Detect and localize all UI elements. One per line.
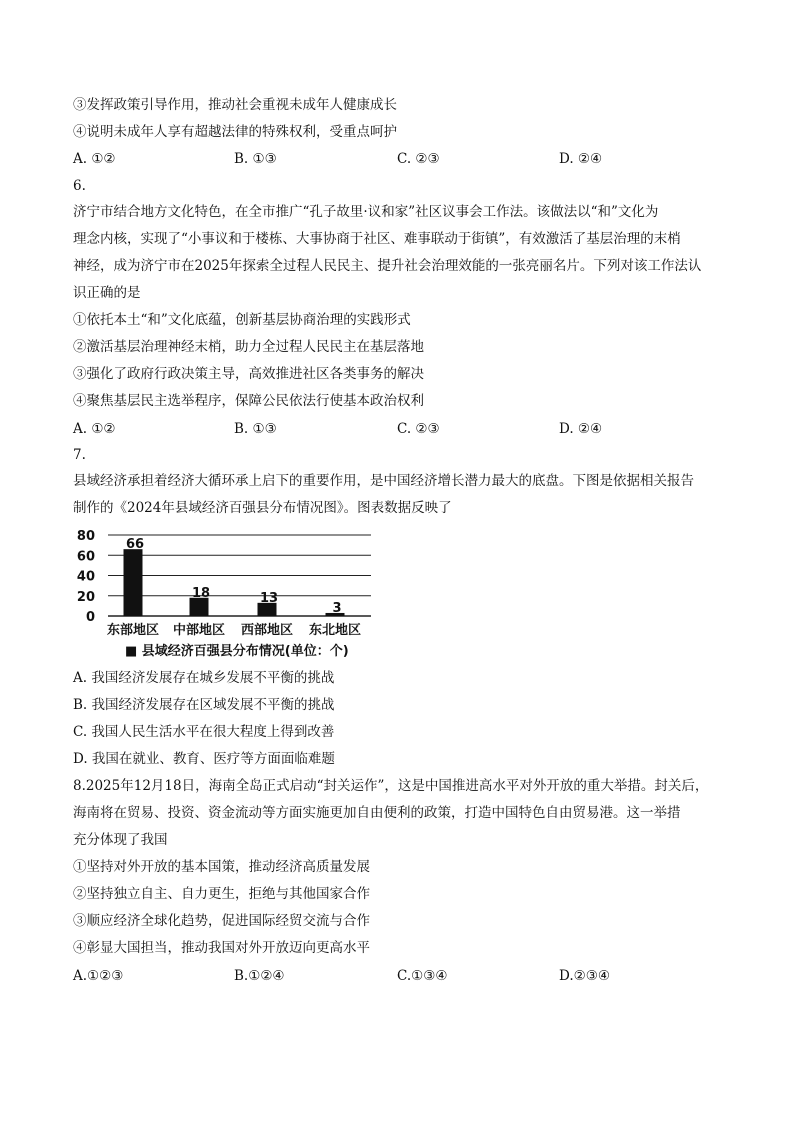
q6-statement-3: ③强化了政府行政决策主导，高效推进社区各类事务的解决 [73,366,424,382]
q5-option-c[interactable]: C. ②③ [397,151,440,167]
chart-legend: ■ 县域经济百强县分布情况(单位：个) [125,644,349,659]
y-tick-label: 80 [76,529,95,544]
q8-statement-1: ①坚持对外开放的基本国策，推动经济高质量发展 [73,859,370,875]
q8-options [73,967,733,985]
q6-options [73,420,733,438]
q5-option-b[interactable]: B. ①③ [234,151,277,167]
q5-statement-3: ③发挥政策引导作用，推动社会重视未成年人健康成长 [73,97,397,113]
q8-option-b[interactable]: B.①②④ [234,968,285,984]
q7-stem-line: 县域经济承担着经济大循环承上启下的重要作用，是中国经济增长潜力最大的底盘。下图是依据相关报告 [73,473,694,489]
y-tick-label: 60 [76,549,95,565]
q5-statement-4: ④说明未成年人享有超越法律的特殊权利，受重点呵护 [73,124,397,140]
q6-stem-line: 识正确的是 [73,285,141,301]
q8-statement-3: ③顺应经济全球化趋势，促进国际经贸交流与合作 [73,913,370,929]
q8-stem-line: 8.2025年12月18日，海南全岛正式启动“封关运作”，这是中国推进高水平对外开放的重大举措。封关后， [73,778,709,794]
q8-option-c[interactable]: C.①③④ [397,968,448,984]
q7-stem-line: 制作的《2024年县域经济百强县分布情况图》。图表数据反映了 [73,500,452,516]
data-label: 3 [332,600,342,616]
q6-option-c[interactable]: C. ②③ [397,421,440,437]
category-label: 东北地区 [308,623,362,638]
q7-option-c[interactable]: C. 我国人民生活水平在很大程度上得到改善 [73,724,335,740]
y-tick-label: 0 [85,610,95,625]
q8-stem-line: 充分体现了我国 [73,832,168,848]
county-economy-bar-chart [73,522,383,662]
q8-stem-line: 海南将在贸易、投资、资金流动等方面实施更加自由便利的政策，打造中国特色自由贸易港。这一举措 [73,805,681,821]
q7-option-a[interactable]: A. 我国经济发展存在城乡发展不平衡的挑战 [73,670,335,686]
q6-stem-line: 理念内核，实现了“小事议和于楼栋、大事协商于社区、难事联动于街镇”，有效激活了基层治理的末梢 [73,231,681,247]
bar [124,549,143,616]
q6-option-a[interactable]: A. ①② [73,421,116,437]
data-label: 66 [125,537,145,553]
data-label: 18 [191,585,211,601]
category-label: 东部地区 [106,623,160,638]
category-label: 中部地区 [172,623,226,638]
y-tick-label: 40 [76,569,95,585]
q7-number: 7. [73,447,86,463]
q8-statement-4: ④彰显大国担当，推动我国对外开放迈向更高水平 [73,940,370,956]
y-tick-label: 20 [76,589,95,605]
q6-option-b[interactable]: B. ①③ [234,421,277,437]
q8-statement-2: ②坚持独立自主、自力更生，拒绝与其他国家合作 [73,886,370,902]
q6-stem-line: 神经，成为济宁市在2025年探索全过程人民民主、提升社会治理效能的一张亮丽名片。下列对该工作法认 [73,258,702,274]
q7-option-d[interactable]: D. 我国在就业、教育、医疗等方面面临难题 [73,751,335,767]
category-label: 西部地区 [240,623,294,638]
q6-number: 6. [73,178,86,194]
q6-option-d[interactable]: D. ②④ [559,421,603,437]
q7-option-b[interactable]: B. 我国经济发展存在区域发展不平衡的挑战 [73,697,335,713]
q5-option-d[interactable]: D. ②④ [559,151,603,167]
q6-statement-2: ②激活基层治理神经末梢，助力全过程人民民主在基层落地 [73,339,424,355]
q6-statement-1: ①依托本土“和”文化底蕴，创新基层协商治理的实践形式 [73,312,411,328]
q6-stem-line: 济宁市结合地方文化特色，在全市推广“孔子故里·议和家”社区议事会工作法。该做法以“和”文化为 [73,204,659,220]
q8-option-a[interactable]: A.①②③ [73,968,124,984]
data-label: 13 [259,590,279,606]
q5-option-a[interactable]: A. ①② [73,151,116,167]
q5-options [73,150,733,168]
q6-statement-4: ④聚焦基层民主选举程序，保障公民依法行使基本政治权利 [73,393,424,409]
q8-option-d[interactable]: D.②③④ [559,968,610,984]
